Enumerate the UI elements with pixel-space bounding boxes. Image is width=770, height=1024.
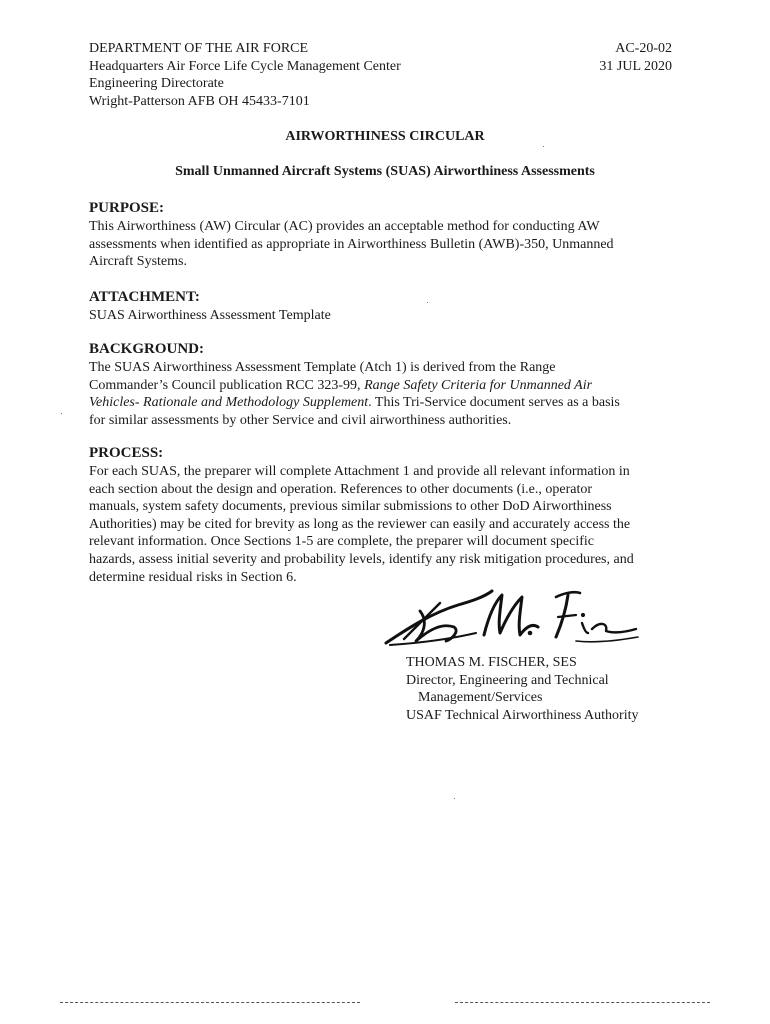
scan-speck: [543, 146, 544, 147]
scan-artifact-line: [60, 1002, 360, 1004]
purpose-line: assessments when identified as appropriate in Airworthiness Bulletin (AWB)-350, Unmanned: [89, 236, 614, 252]
handwritten-signature: [380, 583, 645, 651]
process-line: manuals, system safety documents, previous similar submissions to other DoD Airworthiness: [89, 499, 612, 515]
signature-block: [406, 654, 638, 724]
background-section: [89, 341, 689, 429]
doc-date: 31 JUL 2020: [599, 58, 672, 74]
attachment-heading: ATTACHMENT:: [89, 289, 200, 305]
scan-speck: [61, 413, 62, 414]
page-subtitle: Small Unmanned Aircraft Systems (SUAS) Airworthiness Assessments: [175, 164, 595, 179]
process-heading: PROCESS:: [89, 445, 164, 461]
purpose-section: [89, 200, 689, 271]
org-line: Engineering Directorate: [89, 76, 224, 92]
process-line: hazards, assess initial severity and probability levels, identify any risk mitigation procedures, and: [89, 551, 634, 567]
background-line: [89, 394, 689, 412]
purpose-line: This Airworthiness (AW) Circular (AC) provides an acceptable method for conducting AW: [89, 219, 600, 234]
page-title: AIRWORTHINESS CIRCULAR: [285, 129, 485, 144]
signer-title: Director, Engineering and Technical: [406, 672, 609, 688]
background-line: [89, 377, 689, 395]
signer-name: THOMAS M. FISCHER, SES: [406, 655, 577, 670]
doc-number: AC-20-02: [615, 41, 672, 56]
purpose-heading: PURPOSE:: [89, 200, 164, 216]
background-heading: BACKGROUND:: [89, 341, 204, 357]
process-section: [89, 445, 689, 586]
doc-id-block: [599, 40, 672, 75]
scan-speck: [454, 798, 455, 799]
scan-artifact-line: [455, 1002, 710, 1004]
process-line: each section about the design and operation. References to other documents (i.e., operator: [89, 481, 593, 497]
publication-title: Range Safety Criteria for Unmanned Air: [364, 377, 593, 393]
background-text: . This Tri-Service document serves as a basis: [368, 395, 620, 411]
background-line: for similar assessments by other Service and civil airworthiness authorities.: [89, 412, 512, 428]
org-line: DEPARTMENT OF THE AIR FORCE: [89, 41, 309, 56]
signer-title-cont: Management/Services: [418, 690, 543, 706]
org-line: Wright-Patterson AFB OH 45433-7101: [89, 93, 310, 109]
background-text: Commander’s Council publication RCC 323-99,: [89, 377, 365, 393]
organization-block: [89, 40, 401, 110]
publication-title-cont: Vehicles- Rationale and Methodology Supplement: [89, 395, 369, 411]
process-line: Authorities) may be cited for brevity as long as the reviewer can easily and accurately access the: [89, 516, 631, 532]
scan-speck: [427, 302, 428, 303]
purpose-line: Aircraft Systems.: [89, 254, 187, 270]
process-line: relevant information. Once Sections 1-5 are complete, the preparer will document specific: [89, 534, 594, 550]
signer-authority: USAF Technical Airworthiness Authority: [406, 707, 639, 723]
background-line: The SUAS Airworthiness Assessment Template (Atch 1) is derived from the Range: [89, 360, 556, 375]
attachment-section: [89, 289, 689, 325]
attachment-text: SUAS Airworthiness Assessment Template: [89, 308, 331, 323]
org-line: Headquarters Air Force Life Cycle Management Center: [89, 58, 401, 74]
process-line: determine residual risks in Section 6.: [89, 569, 297, 585]
process-line: For each SUAS, the preparer will complete Attachment 1 and provide all relevant information in: [89, 464, 630, 479]
